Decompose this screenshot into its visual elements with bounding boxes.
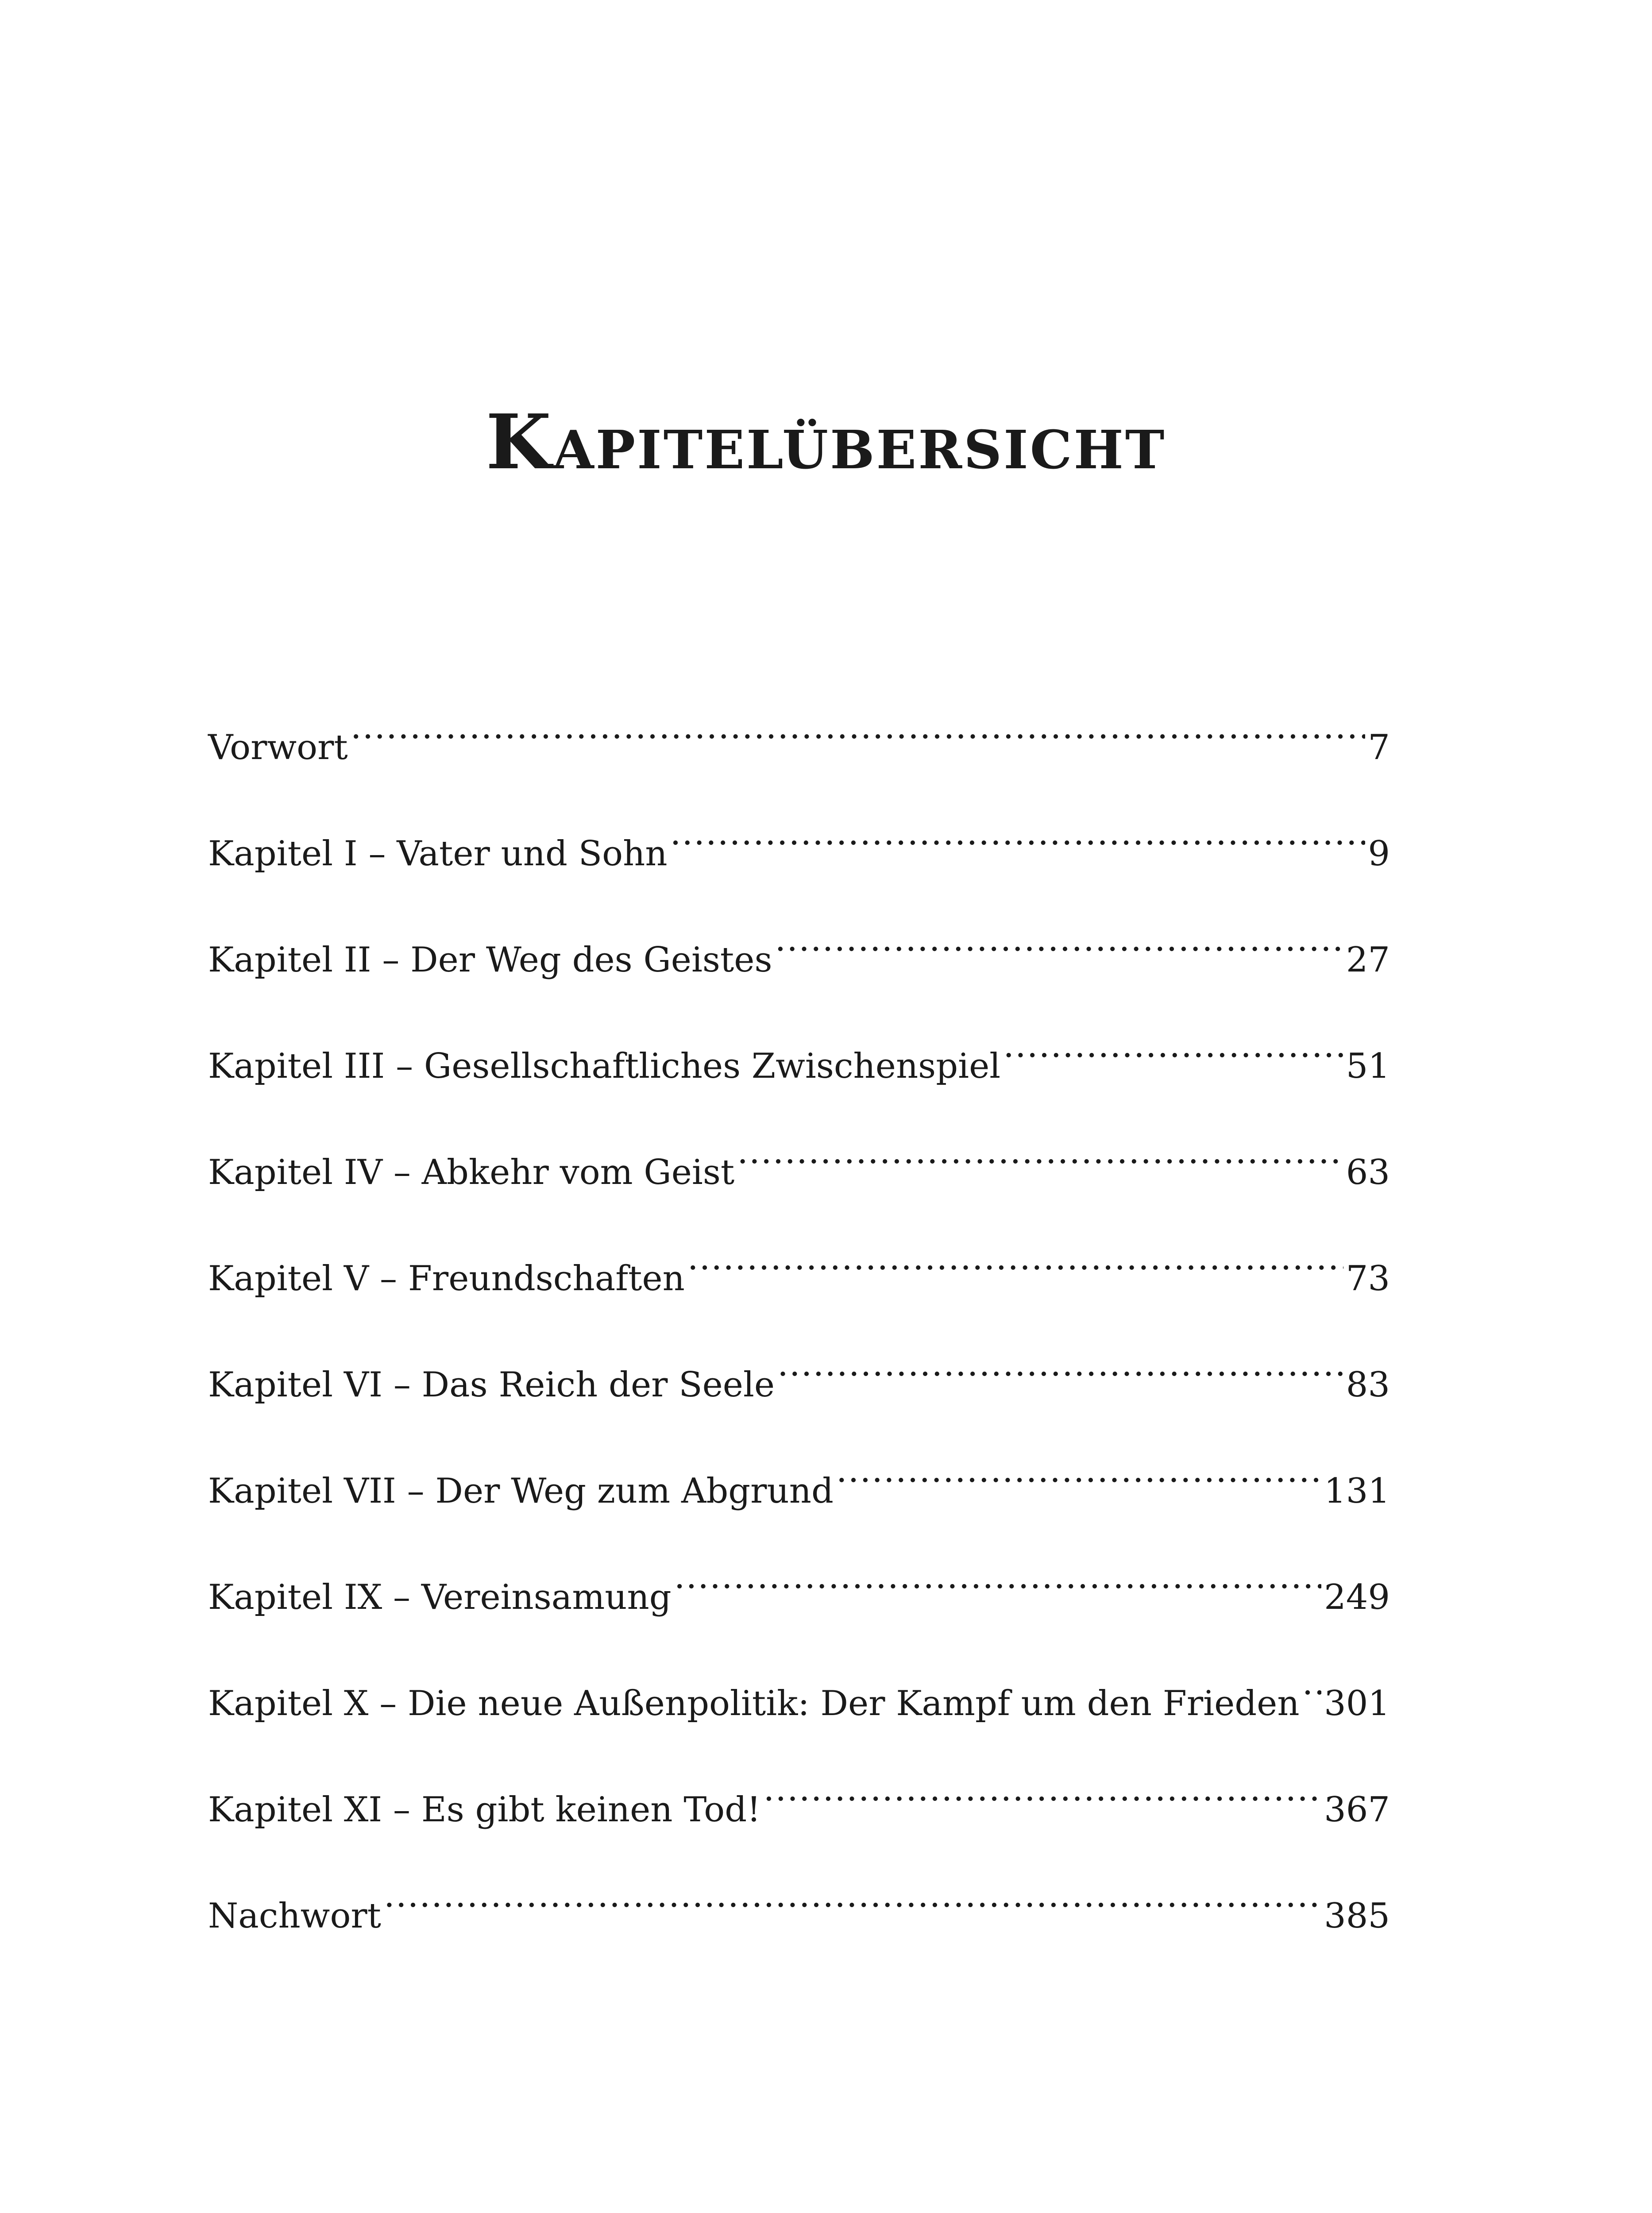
toc-entry-label: Kapitel V – Freundschaften: [208, 1259, 685, 1299]
toc-dot-leader: [351, 710, 1366, 759]
toc-page-number: 51: [1346, 1046, 1390, 1086]
toc-entry-kapitel-10: [208, 1666, 1390, 1773]
toc-entry-kapitel-1: [208, 817, 1390, 923]
toc-dot-leader: [384, 1879, 1321, 1928]
toc-entry-label: Kapitel VII – Der Weg zum Abgrund: [208, 1471, 834, 1511]
toc-dot-leader: [775, 923, 1343, 972]
toc-page-number: 367: [1324, 1790, 1390, 1830]
toc-entry-kapitel-3: [208, 1029, 1390, 1135]
toc-dot-leader: [674, 1560, 1321, 1609]
toc-entry-label: Kapitel VI – Das Reich der Seele: [208, 1365, 775, 1405]
toc-entry-kapitel-4: [208, 1135, 1390, 1241]
toc-entry-kapitel-7: [208, 1454, 1390, 1560]
toc-page-number: 9: [1368, 834, 1390, 874]
toc-dot-leader: [764, 1773, 1322, 1821]
toc-page-number: 131: [1324, 1471, 1390, 1511]
toc-dot-leader: [1003, 1029, 1343, 1078]
toc-dot-leader: [737, 1135, 1343, 1184]
toc-entry-label: Vorwort: [208, 728, 348, 767]
page-title: Kapitelübersicht: [486, 397, 1166, 486]
toc-page-number: 7: [1368, 728, 1390, 767]
toc-page-number: 27: [1346, 940, 1390, 980]
toc-entry-kapitel-5: [208, 1241, 1390, 1348]
toc-entry-kapitel-9: [208, 1560, 1390, 1666]
table-of-contents: [208, 710, 1390, 1985]
toc-page-number: 73: [1346, 1259, 1390, 1299]
toc-entry-kapitel-2: [208, 923, 1390, 1029]
toc-entry-label: Kapitel X – Die neue Außenpolitik: Der Kampf um den Frieden: [208, 1684, 1300, 1723]
toc-page-number: 83: [1346, 1365, 1390, 1405]
toc-entry-label: Kapitel XI – Es gibt keinen Tod!: [208, 1790, 761, 1830]
toc-page-number: 301: [1324, 1684, 1390, 1723]
toc-entry-label: Kapitel III – Gesellschaftliches Zwischenspiel: [208, 1046, 1001, 1086]
toc-entry-kapitel-6: [208, 1348, 1390, 1454]
toc-dot-leader: [1302, 1666, 1322, 1715]
toc-page-number: 63: [1346, 1153, 1390, 1192]
toc-dot-leader: [836, 1454, 1321, 1503]
toc-entry-label: Kapitel IX – Vereinsamung: [208, 1577, 672, 1617]
toc-entry-label: Nachwort: [208, 1896, 382, 1936]
toc-entry-kapitel-11: [208, 1773, 1390, 1879]
toc-entry-label: Kapitel IV – Abkehr vom Geist: [208, 1153, 735, 1192]
toc-entry-vorwort: [208, 710, 1390, 817]
toc-page-number: 385: [1324, 1896, 1390, 1936]
toc-entry-nachwort: [208, 1879, 1390, 1985]
toc-entry-label: Kapitel I – Vater und Sohn: [208, 834, 668, 874]
toc-page-number: 249: [1324, 1577, 1390, 1617]
toc-entry-label: Kapitel II – Der Weg des Geistes: [208, 940, 772, 980]
toc-dot-leader: [777, 1348, 1343, 1396]
toc-dot-leader: [670, 817, 1366, 865]
toc-dot-leader: [687, 1241, 1343, 1290]
